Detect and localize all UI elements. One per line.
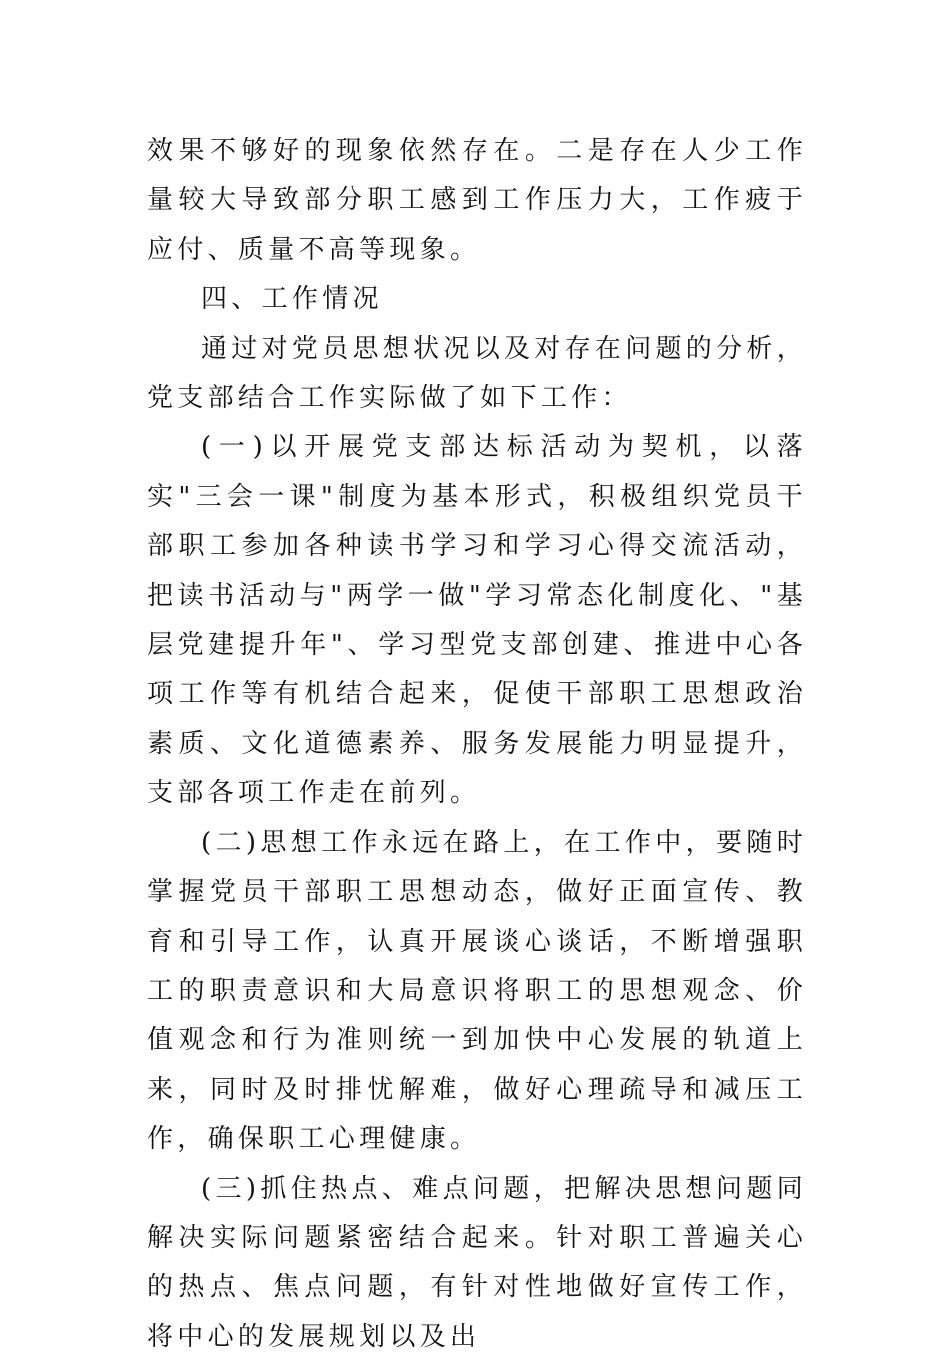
paragraph-intro: 通过对党员思想状况以及对存在问题的分析，党支部结合工作实际做了如下工作： [147, 333, 808, 414]
paragraph-item-2: (二)思想工作永远在路上，在工作中，要随时掌握党员干部职工思想动态，做好正面宣传、教育和引导工作，认真开展谈心谈话，不断增强职工的职责意识和大局意识将职工的思想观念、价值观念和行为准则统一到加快中心发展的轨道上来，同时及时排忧解难，做好心理疏导和减压工作，确保职工心理健康。 [147, 827, 807, 1155]
paragraph-item-3: (三)抓住热点、难点问题，把解决思想问题同解决实际问题紧密结合起来。针对职工普遍关心的热点、焦点问题，有针对性地做好宣传工作，将中心的发展规划以及出 [147, 1173, 807, 1352]
section-heading-work-status: 四、工作情况 [201, 284, 383, 315]
paragraph-item-1: (一)以开展党支部达标活动为契机，以落实"三会一课"制度为基本形式，积极组织党员干部职工参加各种读书学习和学习心得交流活动，把读书活动与"两学一做"学习常态化制度化、"基层党建提升年"、学习型党支部创建、推进中心各项工作等有机结合起来，促使干部职工思想政治素质、文化道德素养、服务发展能力明显提升，支部各项工作走在前列。 [147, 432, 807, 809]
paragraph-continuation: 效果不够好的现象依然存在。二是存在人少工作量较大导致部分职工感到工作压力大，工作疲于应付、质量不高等现象。 [147, 136, 807, 265]
document-body [147, 127, 807, 1362]
